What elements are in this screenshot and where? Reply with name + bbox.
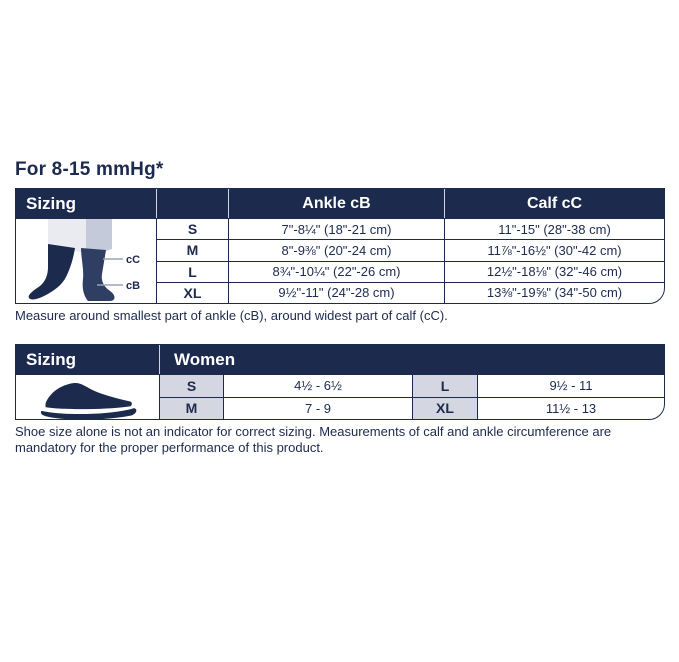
measurement-note: Measure around smallest part of ankle (cB), around widest part of calf (cC).: [15, 308, 448, 323]
table2-header-sizing: Sizing: [16, 345, 159, 374]
legs-diagram-icon: [18, 219, 154, 303]
table1-ankle-value: 7"-8¼" (18"-21 cm): [228, 218, 444, 239]
table2-size-cell: L: [412, 374, 478, 397]
table2-header-women: Women: [159, 345, 664, 374]
table1-calf-value: 11⅞"-16½" (30"-42 cm): [444, 239, 664, 260]
table2-size-cell: S: [159, 374, 224, 397]
table2-shoe-range: 11½ - 13: [478, 397, 664, 420]
calf-measure-label: cC: [126, 254, 141, 266]
table1-header-sizing: Sizing: [16, 189, 156, 218]
table1-ankle-value: 9½"-11" (24"-28 cm): [228, 282, 444, 303]
table1-calf-value: 12½"-18⅛" (32"-46 cm): [444, 261, 664, 282]
legs-diagram: [16, 218, 156, 303]
table1-ankle-value: 8"-9⅜" (20"-24 cm): [228, 239, 444, 260]
table2-shoe-range: 7 - 9: [224, 397, 412, 420]
shoe-diagram: [16, 374, 159, 419]
table1-row-size: XL: [156, 282, 228, 303]
table1-ankle-value: 8¾"-10¼" (22"-26 cm): [228, 261, 444, 282]
table2-shoe-range: 9½ - 11: [478, 374, 664, 397]
table1-header-ankle: Ankle cB: [228, 189, 444, 218]
page-title: For 8-15 mmHg*: [15, 159, 164, 180]
table1-header-calf: Calf cC: [444, 189, 664, 218]
ankle-measure-label: cB: [126, 280, 141, 292]
measurement-table: [15, 188, 665, 304]
table1-header-empty: [156, 189, 228, 218]
table2-shoe-range: 4½ - 6½: [224, 374, 412, 397]
table1-calf-value: 13⅜"-19⅝" (34"-50 cm): [444, 282, 664, 303]
table1-row-size: S: [156, 218, 228, 239]
table2-size-cell: M: [159, 397, 224, 420]
shoe-size-table: [15, 344, 665, 420]
sneaker-icon: [29, 373, 147, 420]
table1-row-size: L: [156, 261, 228, 282]
table2-size-cell: XL: [412, 397, 478, 420]
table1-row-size: M: [156, 239, 228, 260]
shoe-size-note: Shoe size alone is not an indicator for correct sizing. Measurements of calf and ankle circumference are mandatory for the proper performance of this product.: [15, 424, 612, 455]
table1-calf-value: 11"-15" (28"-38 cm): [444, 218, 664, 239]
